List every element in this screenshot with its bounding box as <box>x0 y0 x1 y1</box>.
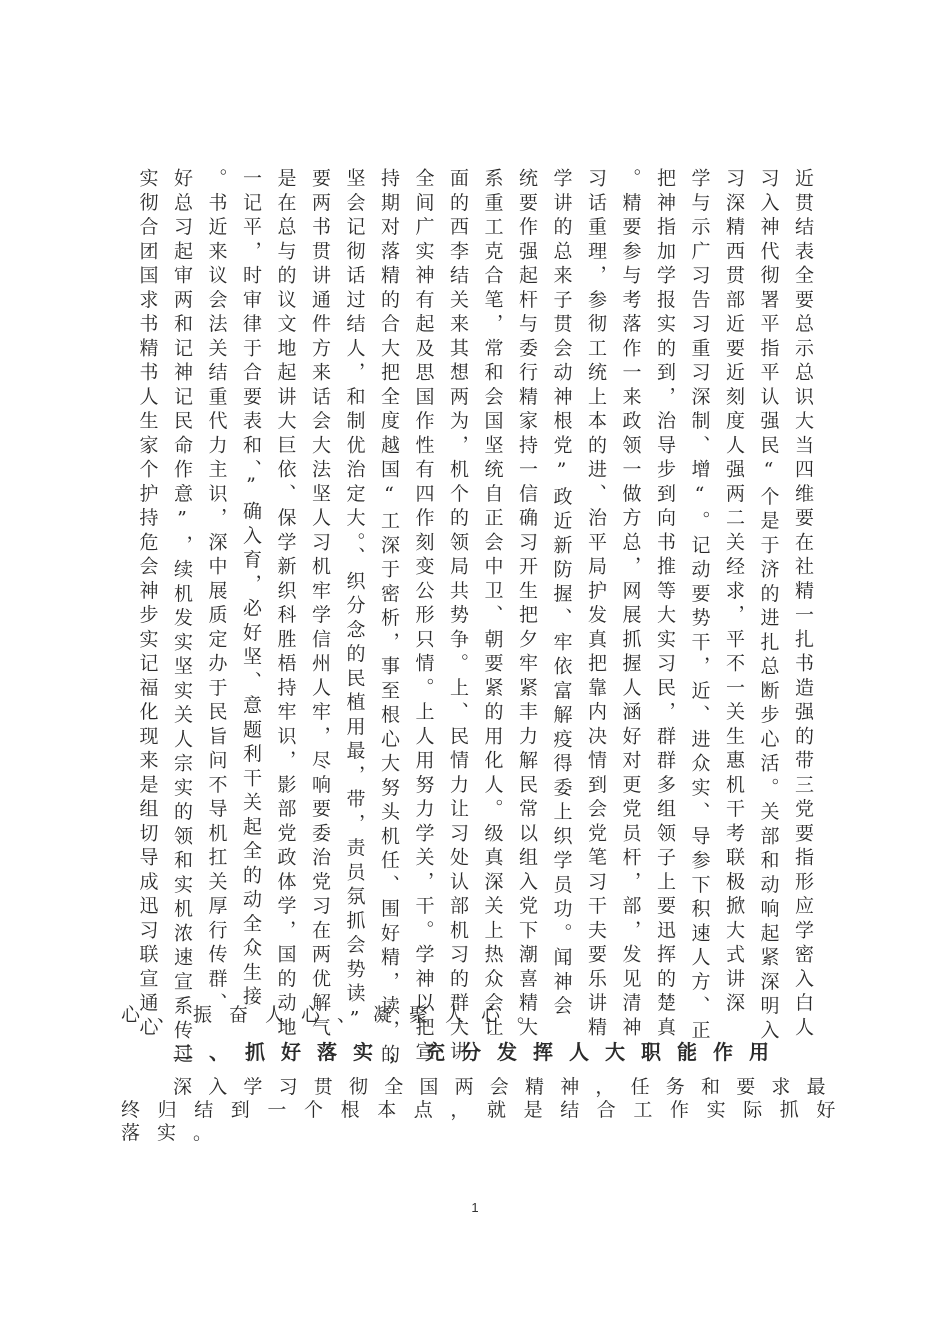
vertical-column: 全间广实神有起及思国作性有四作刻变公形只情。上人用努力学关，干。学神以把宣 <box>412 168 435 1066</box>
paragraph-line: 终归结到一个根本点，就是结合工作实际抓好 <box>121 1099 854 1121</box>
paragraph-line: 深入学习贯彻全国两会精神，任务和要求最 <box>173 1076 842 1098</box>
vertical-column: 把神指加学报实的到，治导步到向书推等大实习民，群群多组领子上要迅挥的楚真 <box>654 168 676 1041</box>
vertical-column: 是在总与的议文地起讲大巨依、保学新织科胜梧持牢识，影部党政体学，国的动地 <box>274 168 297 1041</box>
vertical-column: 习深精西贯部近要近刻度人强两二关经求，平不一关生惠机干考联极掀大式讲深 <box>723 168 745 1017</box>
vertical-column: 好总习起审两和记神记民命作意”，续机发实坚实关人宗实的领和实机浓速宣系传过 <box>171 168 193 1069</box>
section-heading: 二、抓好落实，充分发挥人大职能作用 <box>173 1040 785 1064</box>
vertical-column: 一记平，时审律于合要表和、”确入育，必好坚、意题利干关起全的动全众生接 <box>240 168 262 1011</box>
vertical-column: 面的西李结关来其想两为，机个的领局共势争。上、民情力让习处认部机习的群大讲 <box>447 168 469 1066</box>
vertical-column: 统要作强起杆与委行精家持一信确习开生把夕牢紧丰力解民常以组入党下潮喜精大 <box>516 168 538 1041</box>
vertical-column: 要两书贯讲通件方来话会大法坚人习机牢学信州人牢，尽响要委治党习在两优解气 <box>309 168 331 1041</box>
vertical-column: 学与示广习告习重习深制、增“。记动要势干，近、进众实、导参下积速人方、正 <box>688 168 711 1044</box>
vertical-column: 学讲的总来子贯会动神根党”政近新防握、牢依富解疫得委上织学员功。闻神会 <box>550 168 573 1020</box>
vertical-column: 近贯结表全要总示总识大当四维要在社精一扎书造强的带三党要指形应学密入白人 <box>792 168 814 1041</box>
vertical-column: 习入神代彻署平指平认强民“个是于济的进扎总断步心活。关部和动响起紧深明入 <box>757 168 780 1044</box>
page-number: 1 <box>471 1200 479 1215</box>
paragraph-line: 落实。 <box>121 1122 230 1144</box>
vertical-column: 系重工克合笔，常和会国坚统自正会中卫、朝要紧的用化人。级真深关上热众会让 <box>481 168 504 1041</box>
vertical-column: 持期对落精的合大把全度越国“工深于密析，事至根心大努头机任、围好精，读，的 <box>378 168 400 1069</box>
vertical-block-last-line: 心、振奋人心、凝聚人心。 <box>121 1004 554 1026</box>
vertical-column: 习话重理，参彻工统上本的进、治平局护发真把靠内决情到会党笔习干夫要乐讲精 <box>585 168 607 1041</box>
vertical-column: 实彻合团国求书精书人生家个护持危会神步实记福化现来是组切导成迅习联宣通心 <box>136 168 159 1041</box>
vertical-text-block <box>130 168 820 1068</box>
vertical-column: 。精要参与考落作一来政领一做方总，网展抓握人涵好对更党员杆，部，发见清神 <box>619 168 642 1041</box>
vertical-column: 坚会记彻话过结人，和制优治定大。、织分念的民植用最，带，责员氛抓会势读” <box>343 168 366 1035</box>
vertical-column: 。书近来议会法关结重代力主识，深中展质定办于民旨问不导机扛关厚行传群、 <box>205 168 228 1017</box>
